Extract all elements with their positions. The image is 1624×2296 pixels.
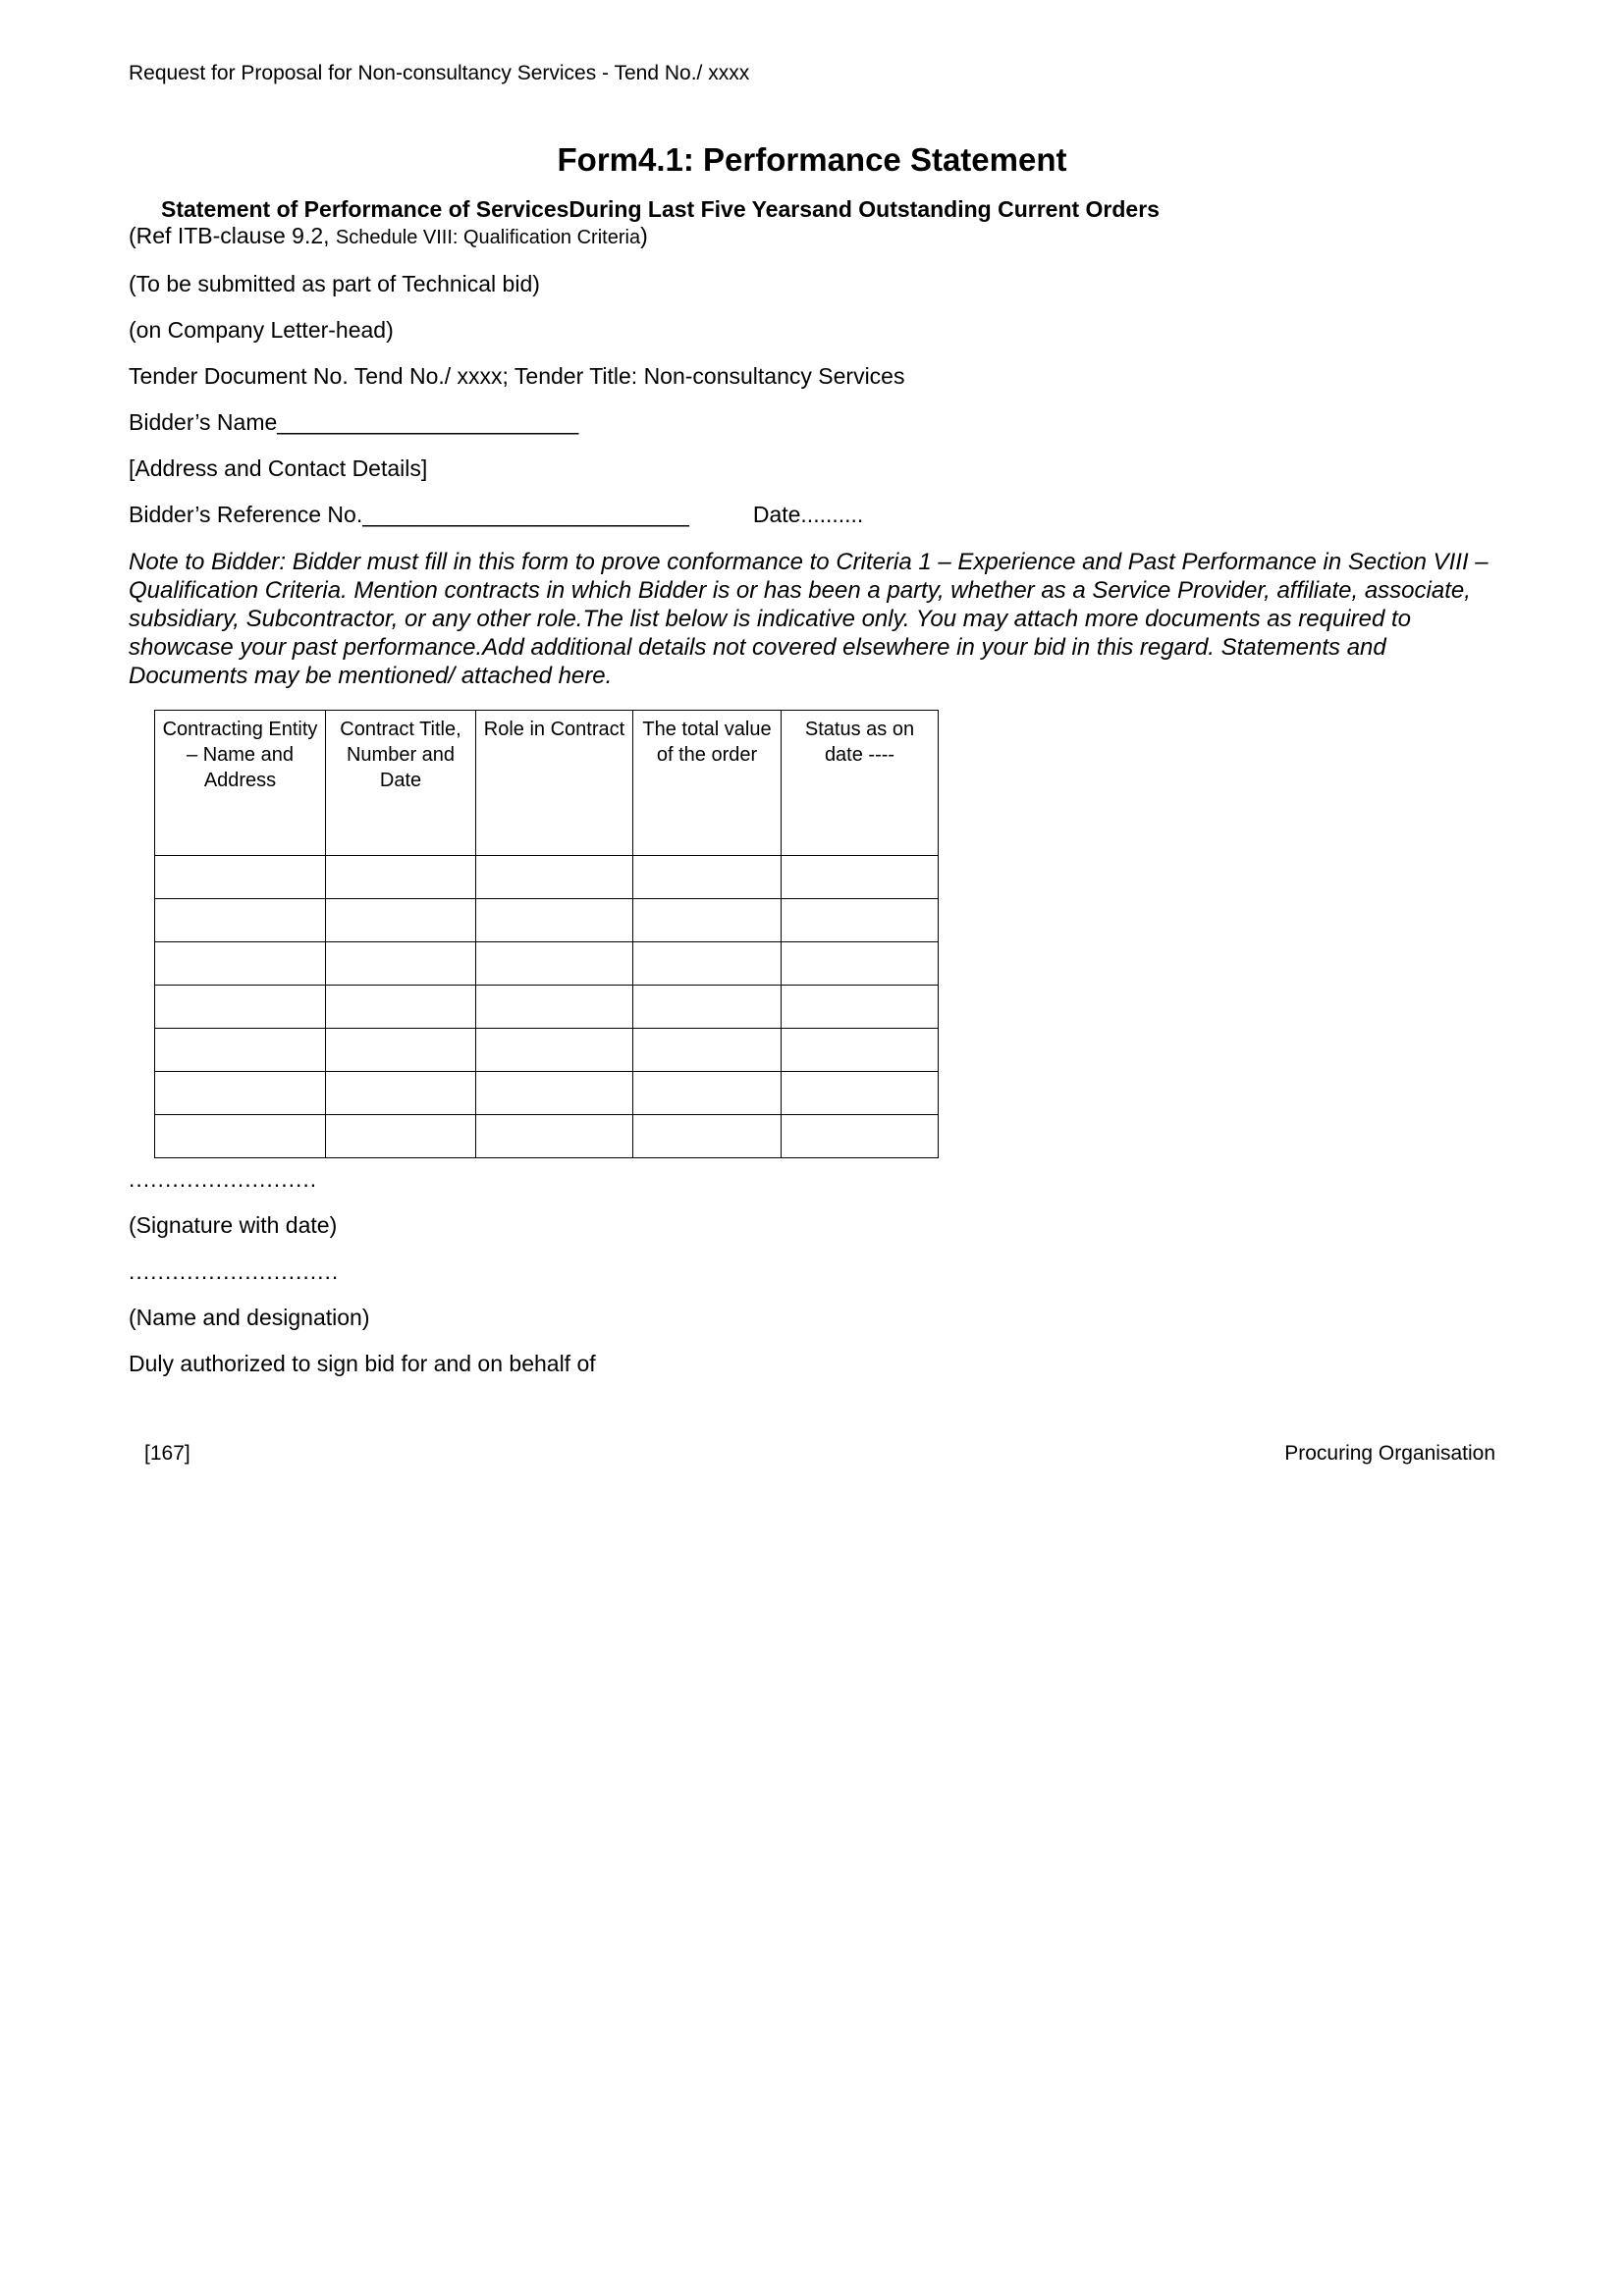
table-empty-cell <box>476 899 633 942</box>
table-empty-cell <box>782 1072 939 1115</box>
table-empty-cell <box>633 942 782 986</box>
table-empty-cell <box>326 899 476 942</box>
table-empty-row <box>155 1115 939 1158</box>
performance-table <box>154 710 939 1158</box>
table-empty-cell <box>326 986 476 1029</box>
signature-dotted-line: .......................... <box>129 1166 318 1192</box>
table-empty-cell <box>155 986 326 1029</box>
bidder-name-line <box>129 409 1495 436</box>
performance-table-body <box>155 856 939 1158</box>
table-empty-cell <box>326 1072 476 1115</box>
table-empty-cell <box>633 1072 782 1115</box>
table-empty-cell <box>476 1029 633 1072</box>
page-footer <box>129 1441 1495 1466</box>
date-label: Date.......... <box>752 502 864 527</box>
address-contact-line: [Address and Contact Details] <box>129 455 428 481</box>
table-empty-cell <box>782 856 939 899</box>
table-empty-cell <box>476 942 633 986</box>
reference-line <box>129 502 1495 528</box>
statement-heading: Statement of Performance of ServicesDuring Last Five Yearsand Outstanding Current Orders <box>161 196 1160 222</box>
tender-document-line: Tender Document No. Tend No./ xxxx; Tender Title: Non-consultancy Services <box>129 363 905 389</box>
table-empty-row <box>155 986 939 1029</box>
table-empty-cell <box>476 1072 633 1115</box>
form-title: Form4.1: Performance Statement <box>557 141 1067 178</box>
table-empty-cell <box>326 1029 476 1072</box>
table-empty-row <box>155 856 939 899</box>
col-header-status: Status as on date ---- <box>782 711 939 856</box>
reference-clause-text: (Ref ITB-clause 9.2, <box>129 223 336 248</box>
reference-close-paren: ) <box>640 223 648 248</box>
reference-number-label: Bidder’s Reference No. <box>129 502 363 527</box>
col-header-total-value: The total value of the order <box>633 711 782 856</box>
table-empty-row <box>155 942 939 986</box>
reference-schedule-text: Schedule VIII: Qualification Criteria <box>335 227 641 248</box>
bidder-name-label: Bidder’s Name <box>129 409 278 435</box>
table-empty-cell <box>155 1072 326 1115</box>
col-header-contracting-entity: Contracting Entity – Name and Address <box>155 711 326 856</box>
table-empty-cell <box>782 1115 939 1158</box>
table-empty-cell <box>155 856 326 899</box>
table-empty-cell <box>633 899 782 942</box>
table-header-row <box>155 711 939 856</box>
table-empty-cell <box>326 1115 476 1158</box>
note-to-bidder: Note to Bidder: Bidder must fill in this form to prove conformance to Criteria 1 – Experience and Past Performance in Section VIII – Qualification Criteria. Mention contracts in which Bidder is or has been a party, whether as a Service Provider, affiliate, associate, subsidiary, Subcontractor, or any other role.The list below is indicative only. You may attach more documents as required to showcase your past performance.Add additional details not covered elsewhere in your bid in this regard. Statements and Documents may be mentioned/ attached here. <box>129 549 1489 689</box>
table-empty-cell <box>155 1029 326 1072</box>
authorized-signatory-line: Duly authorized to sign bid for and on behalf of <box>129 1351 596 1376</box>
table-empty-cell <box>326 942 476 986</box>
table-empty-cell <box>782 942 939 986</box>
letterhead-note: (on Company Letter-head) <box>129 317 394 343</box>
table-empty-cell <box>633 986 782 1029</box>
table-empty-row <box>155 899 939 942</box>
reference-number-blank: __________________________ <box>362 502 689 527</box>
footer-organisation: Procuring Organisation <box>1284 1442 1495 1465</box>
table-empty-cell <box>155 942 326 986</box>
bidder-name-blank: ________________________ <box>277 409 579 435</box>
table-empty-cell <box>782 899 939 942</box>
signature-label: (Signature with date) <box>129 1212 338 1238</box>
table-empty-cell <box>476 986 633 1029</box>
col-header-role: Role in Contract <box>476 711 633 856</box>
table-empty-cell <box>326 856 476 899</box>
table-empty-cell <box>155 899 326 942</box>
table-empty-cell <box>155 1115 326 1158</box>
page-number: [167] <box>144 1442 190 1465</box>
table-empty-cell <box>782 986 939 1029</box>
running-header: Request for Proposal for Non-consultancy Services - Tend No./ xxxx <box>129 62 750 84</box>
table-empty-cell <box>633 1029 782 1072</box>
table-empty-cell <box>476 856 633 899</box>
table-empty-cell <box>782 1029 939 1072</box>
col-header-contract-title: Contract Title, Number and Date <box>326 711 476 856</box>
technical-bid-note: (To be submitted as part of Technical bid) <box>129 271 540 296</box>
page-content <box>129 61 1495 1397</box>
table-empty-row <box>155 1029 939 1072</box>
name-dotted-line: ............................. <box>129 1258 340 1284</box>
table-empty-cell <box>633 1115 782 1158</box>
statement-reference <box>129 223 1495 251</box>
table-empty-cell <box>476 1115 633 1158</box>
name-designation-label: (Name and designation) <box>129 1305 370 1330</box>
table-empty-row <box>155 1072 939 1115</box>
table-empty-cell <box>633 856 782 899</box>
